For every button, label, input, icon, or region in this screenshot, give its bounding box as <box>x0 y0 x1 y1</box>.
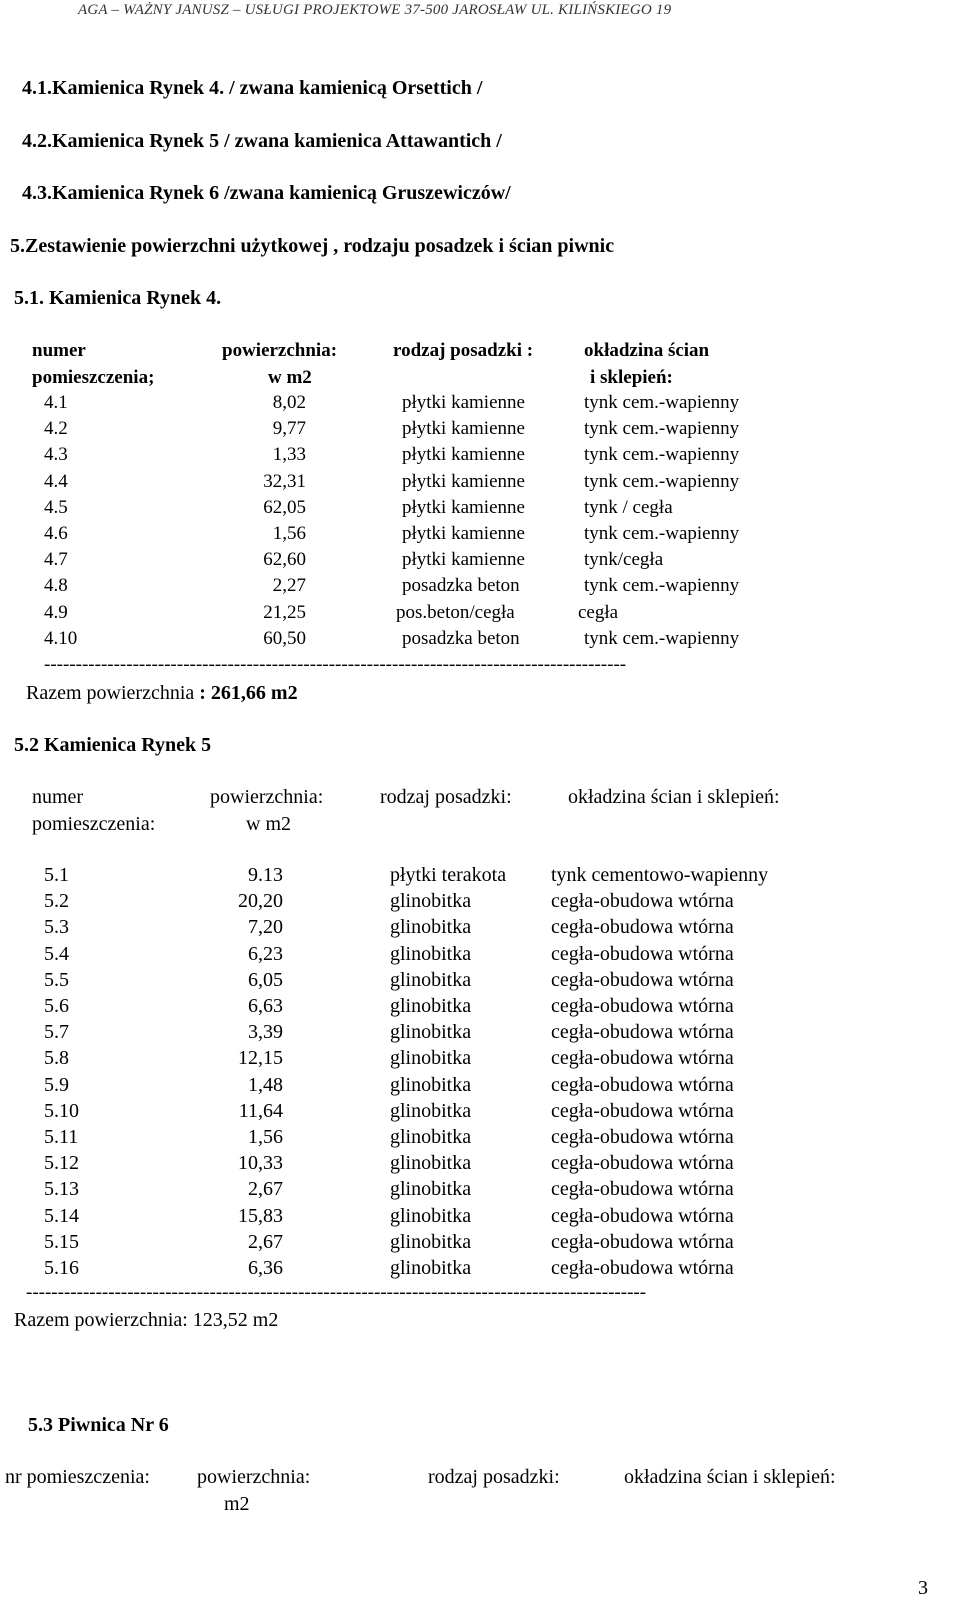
cell-area: 21,25 <box>263 601 306 623</box>
cell-room-number: 5.15 <box>44 1230 79 1253</box>
cell-floor-type: glinobitka <box>390 1178 472 1201</box>
cell-area: 1,56 <box>248 1126 283 1148</box>
column-header: numer <box>32 340 86 361</box>
cell-room-number: 5.14 <box>44 1204 79 1227</box>
cell-floor-type: płytki kamienne <box>402 418 525 440</box>
divider: -------------------------------------------------------------------------------------------------- <box>26 1282 647 1303</box>
cell-wall-finish: tynk cem.-wapienny <box>584 627 740 649</box>
cell-wall-finish: tynk cem.-wapienny <box>584 392 740 413</box>
cell-floor-type: pos.beton/cegła <box>396 601 515 623</box>
cell-wall-finish: cegła-obudowa wtórna <box>551 890 734 913</box>
column-header: pomieszczenia: <box>32 813 156 835</box>
cell-room-number: 5.9 <box>44 1073 69 1096</box>
cell-room-number: 5.16 <box>44 1257 79 1279</box>
column-header: numer <box>32 786 84 808</box>
column-header: nr pomieszczenia: <box>5 1466 150 1488</box>
cell-wall-finish: cegła-obudowa wtórna <box>551 1099 734 1122</box>
cell-floor-type: glinobitka <box>390 1204 472 1227</box>
cell-area: 12,15 <box>238 1047 283 1070</box>
cell-area: 11,64 <box>238 1099 283 1122</box>
cell-wall-finish: cegła-obudowa wtórna <box>551 995 734 1017</box>
cell-room-number: 5.2 <box>44 890 69 913</box>
cell-wall-finish: cegła-obudowa wtórna <box>551 968 734 991</box>
cell-area: 2,67 <box>248 1178 283 1201</box>
cell-floor-type: glinobitka <box>390 1152 472 1175</box>
section-title: 5.3 Piwnica Nr 6 <box>28 1414 169 1436</box>
section-title: 5.2 Kamienica Rynek 5 <box>14 734 212 756</box>
total-label <box>26 682 298 705</box>
column-header: okładzina ścian <box>584 340 710 361</box>
toc-item: 4.3.Kamienica Rynek 6 /zwana kamienicą Gruszewiczów/ <box>22 182 511 204</box>
cell-wall-finish: tynk cementowo-wapienny <box>551 864 769 886</box>
cell-floor-type: płytki terakota <box>390 864 507 886</box>
column-header: rodzaj posadzki : <box>393 340 534 361</box>
cell-floor-type: glinobitka <box>390 995 472 1017</box>
cell-floor-type: płytki kamienne <box>402 470 525 492</box>
cell-area: 6,36 <box>248 1257 283 1279</box>
cell-floor-type: glinobitka <box>390 916 472 939</box>
cell-wall-finish: cegła-obudowa wtórna <box>551 942 734 965</box>
cell-area: 62,60 <box>263 549 306 571</box>
cell-floor-type: posadzka beton <box>402 575 520 597</box>
column-header: w m2 <box>268 367 312 388</box>
column-header: rodzaj posadzki: <box>380 786 512 808</box>
divider: -------------------------------------------------------------------------------------------- <box>44 654 627 675</box>
cell-room-number: 4.10 <box>44 627 78 649</box>
cell-wall-finish: tynk cem.-wapienny <box>584 523 740 544</box>
cell-room-number: 4.8 <box>44 575 68 597</box>
cell-area: 1,33 <box>272 444 306 466</box>
cell-area: 15,83 <box>238 1204 283 1227</box>
section-title: 5.1. Kamienica Rynek 4. <box>14 287 222 309</box>
cell-floor-type: płytki kamienne <box>402 444 525 466</box>
cell-area: 6,23 <box>248 942 283 965</box>
cell-area: 20,20 <box>238 890 283 913</box>
cell-area: 6,63 <box>248 995 283 1017</box>
total-label: Razem powierzchnia: 123,52 m2 <box>14 1309 279 1331</box>
cell-room-number: 5.8 <box>44 1047 69 1070</box>
total-label-text: Razem powierzchnia <box>26 682 200 704</box>
cell-wall-finish: cegła-obudowa wtórna <box>551 1257 734 1279</box>
cell-room-number: 5.4 <box>44 942 69 965</box>
cell-area: 32,31 <box>263 470 306 492</box>
column-header: m2 <box>224 1493 250 1515</box>
cell-area: 1,56 <box>272 523 306 544</box>
cell-room-number: 5.7 <box>44 1021 69 1044</box>
cell-room-number: 5.12 <box>44 1152 79 1175</box>
cell-room-number: 5.13 <box>44 1178 79 1201</box>
column-header: okładzina ścian i sklepień: <box>624 1466 836 1488</box>
column-header: w m2 <box>246 813 291 835</box>
cell-area: 3,39 <box>248 1021 283 1044</box>
cell-room-number: 4.4 <box>44 470 68 492</box>
cell-floor-type: glinobitka <box>390 942 472 965</box>
page-number: 3 <box>918 1577 928 1599</box>
page-header: AGA – WAŻNY JANUSZ – USŁUGI PROJEKTOWE 37-500 JAROSŁAW UL. KILIŃSKIEGO 19 <box>78 2 672 18</box>
cell-floor-type: glinobitka <box>390 1257 472 1279</box>
cell-wall-finish: cegła-obudowa wtórna <box>551 916 734 939</box>
cell-area: 8,02 <box>272 392 306 413</box>
cell-floor-type: płytki kamienne <box>402 496 525 518</box>
cell-floor-type: glinobitka <box>390 890 472 913</box>
cell-area: 1,48 <box>248 1073 283 1096</box>
cell-room-number: 5.1 <box>44 864 69 886</box>
column-header: powierzchnia: <box>210 786 324 808</box>
cell-area: 7,20 <box>248 916 283 939</box>
cell-area: 9,77 <box>272 418 306 440</box>
column-header: pomieszczenia; <box>32 367 155 388</box>
cell-floor-type: płytki kamienne <box>402 392 525 413</box>
cell-floor-type: glinobitka <box>390 1230 472 1253</box>
cell-room-number: 4.5 <box>44 496 68 518</box>
total-value: : 261,66 m2 <box>199 682 298 704</box>
toc-item: 4.2.Kamienica Rynek 5 / zwana kamienica Attawantich / <box>22 130 502 152</box>
cell-wall-finish: tynk / cegła <box>584 496 673 518</box>
cell-wall-finish: tynk cem.-wapienny <box>584 575 740 597</box>
cell-floor-type: płytki kamienne <box>402 549 525 571</box>
cell-wall-finish: cegła-obudowa wtórna <box>551 1152 734 1175</box>
cell-wall-finish: cegła-obudowa wtórna <box>551 1230 734 1253</box>
cell-wall-finish: tynk cem.-wapienny <box>584 418 740 440</box>
cell-floor-type: glinobitka <box>390 1047 472 1070</box>
cell-area: 9.13 <box>248 864 283 886</box>
cell-room-number: 4.1 <box>44 392 68 413</box>
cell-area: 10,33 <box>238 1152 283 1175</box>
column-header: rodzaj posadzki: <box>428 1466 560 1488</box>
cell-area: 6,05 <box>248 968 283 991</box>
cell-floor-type: płytki kamienne <box>402 523 525 544</box>
cell-room-number: 4.3 <box>44 444 68 466</box>
column-header: i sklepień: <box>590 367 673 388</box>
cell-wall-finish: cegła-obudowa wtórna <box>551 1021 734 1044</box>
cell-wall-finish: cegła-obudowa wtórna <box>551 1204 734 1227</box>
cell-floor-type: glinobitka <box>390 1073 472 1096</box>
column-header: okładzina ścian i sklepień: <box>568 786 780 808</box>
cell-area: 2,27 <box>272 575 306 597</box>
cell-floor-type: glinobitka <box>390 1021 472 1044</box>
cell-room-number: 4.2 <box>44 418 68 440</box>
column-header: powierzchnia: <box>222 340 338 361</box>
cell-area: 2,67 <box>248 1230 283 1253</box>
toc-item: 4.1.Kamienica Rynek 4. / zwana kamienicą Orsettich / <box>22 77 483 99</box>
cell-wall-finish: cegła-obudowa wtórna <box>551 1178 734 1201</box>
cell-wall-finish: cegła <box>578 601 619 623</box>
cell-floor-type: glinobitka <box>390 1099 472 1122</box>
cell-room-number: 5.3 <box>44 916 69 939</box>
column-header: powierzchnia: <box>197 1466 311 1488</box>
cell-floor-type: glinobitka <box>390 968 472 991</box>
toc-item: 5.Zestawienie powierzchni użytkowej , rodzaju posadzek i ścian piwnic <box>10 235 615 257</box>
cell-wall-finish: tynk/cegła <box>584 549 664 571</box>
cell-room-number: 5.11 <box>44 1126 79 1148</box>
cell-room-number: 4.9 <box>44 601 68 623</box>
cell-room-number: 4.6 <box>44 523 68 544</box>
cell-room-number: 5.10 <box>44 1099 79 1122</box>
cell-area: 62,05 <box>263 496 306 518</box>
cell-wall-finish: cegła-obudowa wtórna <box>551 1047 734 1070</box>
cell-wall-finish: tynk cem.-wapienny <box>584 444 740 466</box>
cell-floor-type: posadzka beton <box>402 627 520 649</box>
cell-room-number: 4.7 <box>44 549 68 571</box>
cell-area: 60,50 <box>263 627 306 649</box>
cell-room-number: 5.6 <box>44 995 69 1017</box>
cell-floor-type: glinobitka <box>390 1126 472 1148</box>
cell-wall-finish: tynk cem.-wapienny <box>584 470 740 492</box>
cell-wall-finish: cegła-obudowa wtórna <box>551 1126 734 1148</box>
cell-wall-finish: cegła-obudowa wtórna <box>551 1073 734 1096</box>
cell-room-number: 5.5 <box>44 968 69 991</box>
